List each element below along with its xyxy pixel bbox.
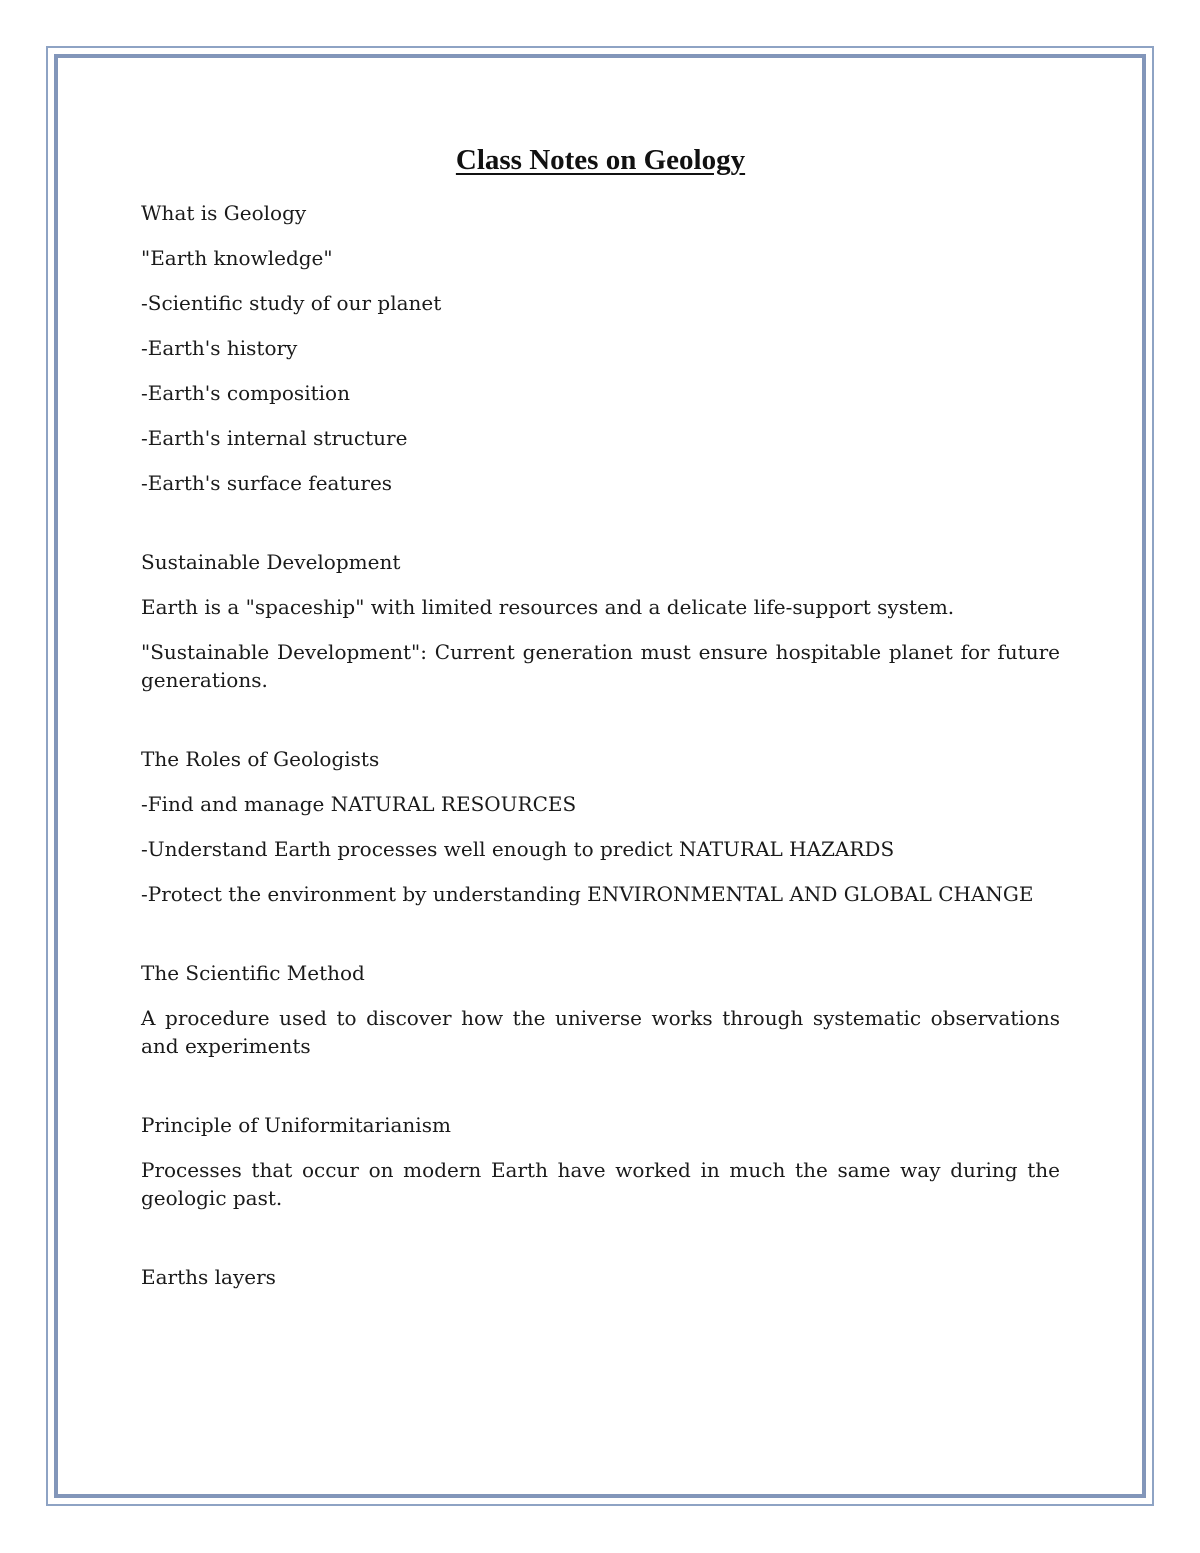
note-line: Earth is a "spaceship" with limited resources and a delicate life-support system.: [141, 595, 955, 619]
section-heading: Sustainable Development: [141, 550, 401, 574]
note-paragraph: "Sustainable Development": Current generation must ensure hospitable planet for future generations.: [141, 640, 1060, 692]
document-title: Class Notes on Geology: [455, 144, 746, 176]
section-heading: What is Geology: [141, 201, 307, 225]
section-spacer: [141, 925, 1060, 959]
note-paragraph: Processes that occur on modern Earth have worked in much the same way during the geologic past.: [141, 1158, 1060, 1210]
section-heading: Principle of Uniformitarianism: [141, 1113, 451, 1137]
section-spacer: [141, 514, 1060, 548]
note-line: -Earth's surface features: [141, 471, 393, 495]
note-paragraph: A procedure used to discover how the universe works through systematic observations and experiments: [141, 1006, 1060, 1058]
note-line: -Scientific study of our planet: [141, 291, 442, 315]
section-spacer: [141, 1229, 1060, 1263]
note-line: -Earth's composition: [141, 381, 350, 405]
note-line: -Earth's internal structure: [141, 426, 408, 450]
section-heading: Earths layers: [141, 1265, 276, 1289]
note-line: -Earth's history: [141, 336, 298, 360]
section-spacer: [141, 1077, 1060, 1111]
note-paragraph: -Protect the environment by understanding ENVIRONMENTAL AND GLOBAL CHANGE: [141, 882, 1034, 906]
note-line: -Understand Earth processes well enough to predict NATURAL HAZARDS: [141, 837, 895, 861]
section-spacer: [141, 711, 1060, 745]
note-line: "Earth knowledge": [141, 246, 333, 270]
section-heading: The Scientific Method: [141, 961, 365, 985]
document-body: [141, 143, 1060, 1291]
note-line: -Find and manage NATURAL RESOURCES: [141, 792, 577, 816]
section-heading: The Roles of Geologists: [141, 747, 380, 771]
